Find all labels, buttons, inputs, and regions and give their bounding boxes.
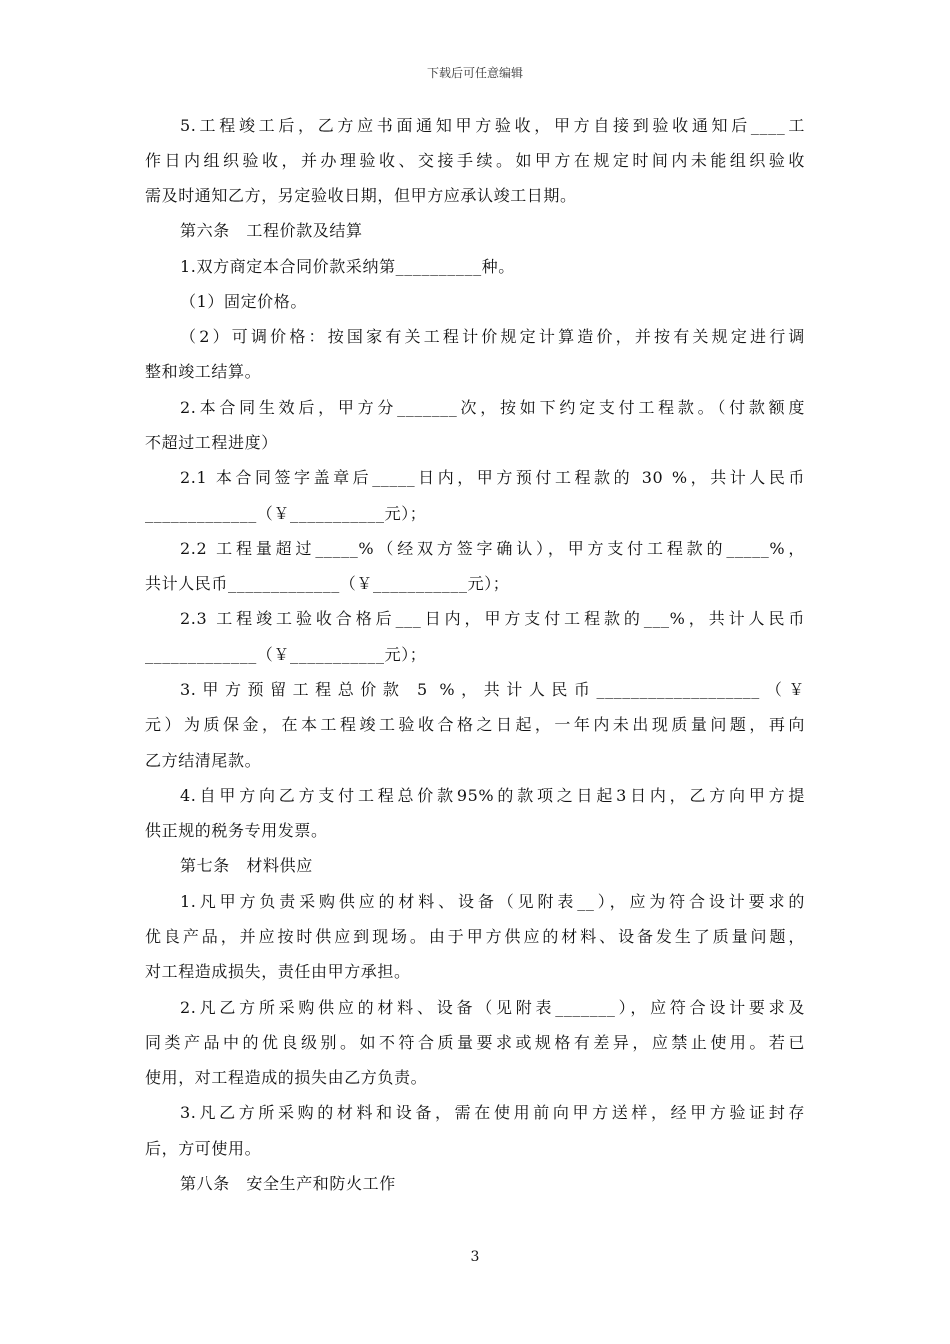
text-line: 元）为质保金，在本工程竣工验收合格之日起，一年内未出现质量问题，再向 bbox=[145, 715, 805, 734]
page-number: 3 bbox=[470, 1249, 480, 1265]
text-line: 不超过工程进度） bbox=[145, 433, 278, 452]
text-line: 整和竣工结算。 bbox=[145, 362, 262, 381]
text-line: 同类产品中的优良级别。如不符合质量要求或规格有差异，应禁止使用。若已 bbox=[145, 1033, 805, 1052]
section-heading: 第七条 材料供应 bbox=[180, 856, 313, 875]
text-line: _____________（￥___________元）； bbox=[145, 645, 427, 664]
text-line: 需及时通知乙方，另定验收日期，但甲方应承认竣工日期。 bbox=[145, 186, 577, 205]
text-line: 5.工程竣工后，乙方应书面通知甲方验收，甲方自接到验收通知后____工 bbox=[180, 116, 805, 135]
text-line: 4.自甲方向乙方支付工程总价款95%的款项之日起3日内，乙方向甲方提 bbox=[180, 786, 805, 805]
text-line: 1.双方商定本合同价款采纳第__________种。 bbox=[180, 257, 515, 276]
text-line: 作日内组织验收，并办理验收、交接手续。如甲方在规定时间内未能组织验收 bbox=[145, 151, 805, 170]
text-line: （1）固定价格。 bbox=[180, 292, 307, 311]
page-header: 下载后可任意编辑 bbox=[426, 66, 523, 80]
text-line: 乙方结清尾款。 bbox=[145, 751, 262, 770]
text-line: 1.凡甲方负责采购供应的材料、设备（见附表__），应为符合设计要求的 bbox=[180, 892, 805, 911]
text-line: 2.本合同生效后，甲方分_______次，按如下约定支付工程款。（付款额度 bbox=[180, 398, 805, 417]
text-line: _____________（￥___________元）； bbox=[145, 504, 427, 523]
section-heading: 第八条 安全生产和防火工作 bbox=[180, 1174, 396, 1193]
text-line: 使用，对工程造成的损失由乙方负责。 bbox=[145, 1068, 428, 1087]
text-line: 3.凡乙方所采购的材料和设备，需在使用前向甲方送样，经甲方验证封存 bbox=[180, 1103, 805, 1122]
text-line: 后，方可使用。 bbox=[145, 1139, 262, 1158]
text-line: 2.1 本合同签字盖章后_____日内，甲方预付工程款的 30 %，共计人民币 bbox=[180, 468, 805, 487]
text-line: 对工程造成损失，责任由甲方承担。 bbox=[145, 962, 411, 981]
text-line: 2.3 工程竣工验收合格后___日内，甲方支付工程款的___%，共计人民币 bbox=[180, 609, 805, 628]
text-line: 2.凡乙方所采购供应的材料、设备（见附表_______），应符合设计要求及 bbox=[180, 998, 805, 1017]
text-line: 供正规的税务专用发票。 bbox=[145, 821, 328, 840]
text-line: 优良产品，并应按时供应到现场。由于甲方供应的材料、设备发生了质量问题， bbox=[145, 927, 805, 946]
section-heading: 第六条 工程价款及结算 bbox=[180, 221, 363, 240]
text-line: 共计人民币_____________（￥___________元）； bbox=[145, 574, 510, 593]
text-line: （2）可调价格：按国家有关工程计价规定计算造价，并按有关规定进行调 bbox=[180, 327, 805, 346]
text-line: 2.2 工程量超过_____%（经双方签字确认），甲方支付工程款的_____%， bbox=[180, 539, 805, 558]
text-line: 3.甲方预留工程总价款 5 %，共计人民币___________________（￥ bbox=[180, 680, 805, 699]
